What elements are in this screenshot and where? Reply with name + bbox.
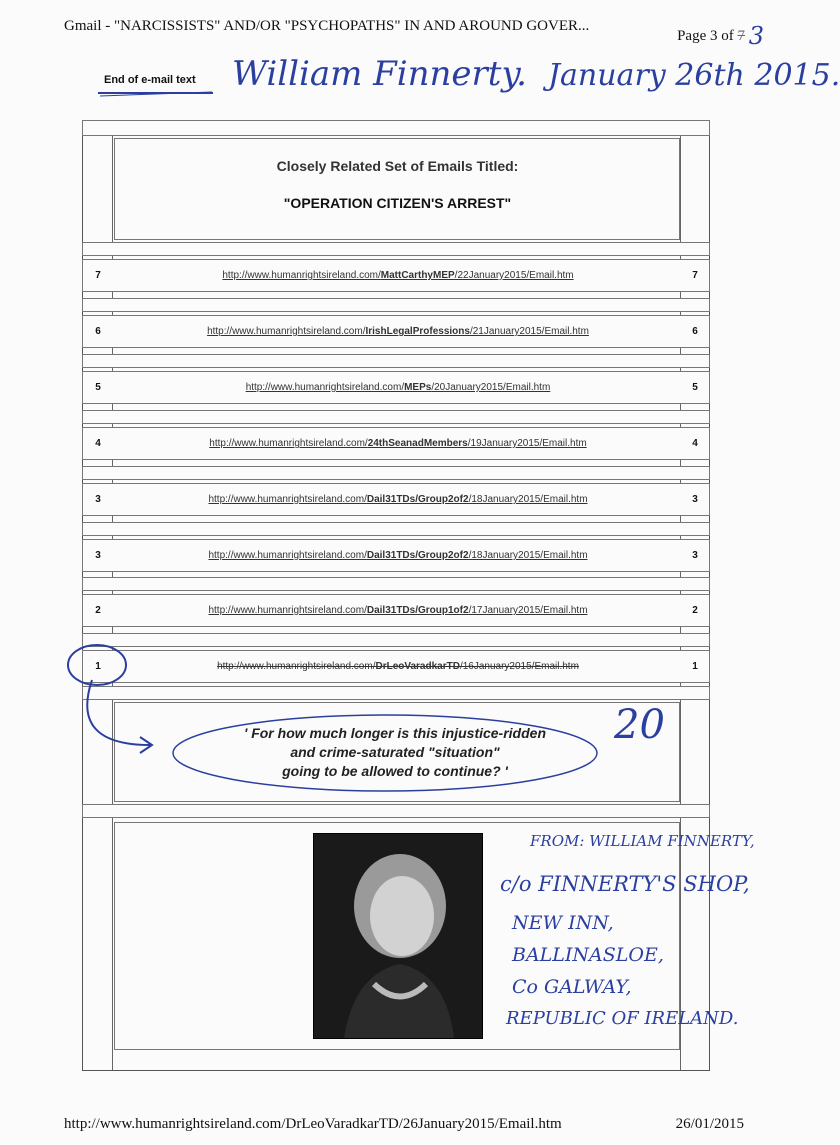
handwritten-figure: 20 bbox=[614, 702, 665, 748]
link-recipient: Dail31TDs/Group2of2 bbox=[366, 494, 469, 505]
handwritten-signature: William Finnerty. bbox=[232, 54, 527, 94]
address-line: REPUBLIC OF IRELAND. bbox=[506, 1008, 739, 1029]
row-number-left: 5 bbox=[95, 382, 101, 393]
row-number-left: 2 bbox=[95, 605, 101, 616]
link-prefix: http://www.humanrightsireland.com/ bbox=[208, 605, 367, 616]
row-number-right: 4 bbox=[692, 438, 698, 449]
row-number-right: 3 bbox=[692, 550, 698, 561]
page-handwritten: 3 bbox=[748, 22, 764, 50]
link-suffix: /19January2015/Email.htm bbox=[467, 438, 587, 449]
link-suffix: /22January2015/Email.htm bbox=[454, 270, 574, 281]
row-number-right: 1 bbox=[692, 661, 698, 672]
row-number-right: 2 bbox=[692, 605, 698, 616]
link-prefix: http://www.humanrightsireland.com/ bbox=[208, 494, 367, 505]
link-prefix: http://www.humanrightsireland.com/ bbox=[207, 326, 366, 337]
link-recipient: Dail31TDs/Group1of2 bbox=[366, 605, 469, 616]
link-suffix: /16January2015/Email.htm bbox=[459, 661, 579, 672]
link-recipient: 24thSeanadMembers bbox=[367, 438, 468, 449]
print-footer bbox=[64, 1116, 744, 1133]
row-number-left: 3 bbox=[95, 494, 101, 505]
link-recipient: Dail31TDs/Group2of2 bbox=[366, 550, 469, 561]
address-line: NEW INN, bbox=[512, 912, 614, 934]
link-suffix: /18January2015/Email.htm bbox=[468, 494, 588, 505]
address-line: Co GALWAY, bbox=[512, 976, 632, 998]
page-prefix: Page 3 of bbox=[677, 28, 734, 44]
row-number-left: 7 bbox=[95, 270, 101, 281]
quote-line-2: and crime-saturated "situation" bbox=[290, 744, 500, 760]
row-number-left: 6 bbox=[95, 326, 101, 337]
page-struck: 7 bbox=[737, 28, 745, 44]
link-suffix: /20January2015/Email.htm bbox=[431, 382, 551, 393]
hand-drawn-circle-icon bbox=[68, 645, 126, 685]
link-prefix: http://www.humanrightsireland.com/ bbox=[245, 382, 405, 393]
handwritten-date: January 26th 2015. bbox=[548, 58, 840, 93]
link-prefix: http://www.humanrightsireland.com/ bbox=[209, 438, 368, 449]
link-suffix: /17January2015/Email.htm bbox=[468, 605, 588, 616]
row-number-right: 7 bbox=[692, 270, 698, 281]
footer-date: 26/01/2015 bbox=[675, 1116, 744, 1132]
section-subheading: "OPERATION CITIZEN'S ARREST" bbox=[283, 195, 512, 211]
end-of-email-label: End of e-mail text bbox=[104, 74, 196, 86]
link-recipient: DrLeoVaradkarTD bbox=[375, 661, 460, 672]
row-number-right: 5 bbox=[692, 382, 698, 393]
row-number-left: 4 bbox=[95, 438, 101, 449]
quote-circle-icon bbox=[173, 715, 597, 791]
address-line: c/o FINNERTY'S SHOP, bbox=[500, 872, 750, 896]
section-heading: Closely Related Set of Emails Titled: bbox=[276, 158, 519, 174]
link-recipient: MEPs bbox=[404, 382, 432, 393]
underline-stroke-icon bbox=[100, 92, 212, 96]
footer-url: http://www.humanrightsireland.com/DrLeoVaradkarTD/26January2015/Email.htm bbox=[64, 1116, 562, 1132]
link-recipient: MattCarthyMEP bbox=[380, 270, 455, 281]
row-number-right: 6 bbox=[692, 326, 698, 337]
quote-line-1: ' For how much longer is this injustice-ridden bbox=[243, 725, 547, 741]
address-line: FROM: WILLIAM FINNERTY, bbox=[530, 832, 755, 850]
hand-drawn-arrow-icon bbox=[87, 680, 150, 745]
link-prefix: http://www.humanrightsireland.com/ bbox=[217, 661, 376, 672]
link-suffix: /18January2015/Email.htm bbox=[468, 550, 588, 561]
row-number-left: 3 bbox=[95, 550, 101, 561]
link-suffix: /21January2015/Email.htm bbox=[469, 326, 589, 337]
link-recipient: IrishLegalProfessions bbox=[365, 326, 470, 337]
link-prefix: http://www.humanrightsireland.com/ bbox=[222, 270, 381, 281]
link-prefix: http://www.humanrightsireland.com/ bbox=[208, 550, 367, 561]
header-title: Gmail - "NARCISSISTS" AND/OR "PSYCHOPATHS" IN AND AROUND GOVER... bbox=[64, 18, 590, 34]
row-number-right: 3 bbox=[692, 494, 698, 505]
quote-line-3: going to be allowed to continue? ' bbox=[282, 763, 508, 779]
row-number-left: 1 bbox=[95, 661, 101, 672]
address-line: BALLINASLOE, bbox=[512, 944, 664, 966]
